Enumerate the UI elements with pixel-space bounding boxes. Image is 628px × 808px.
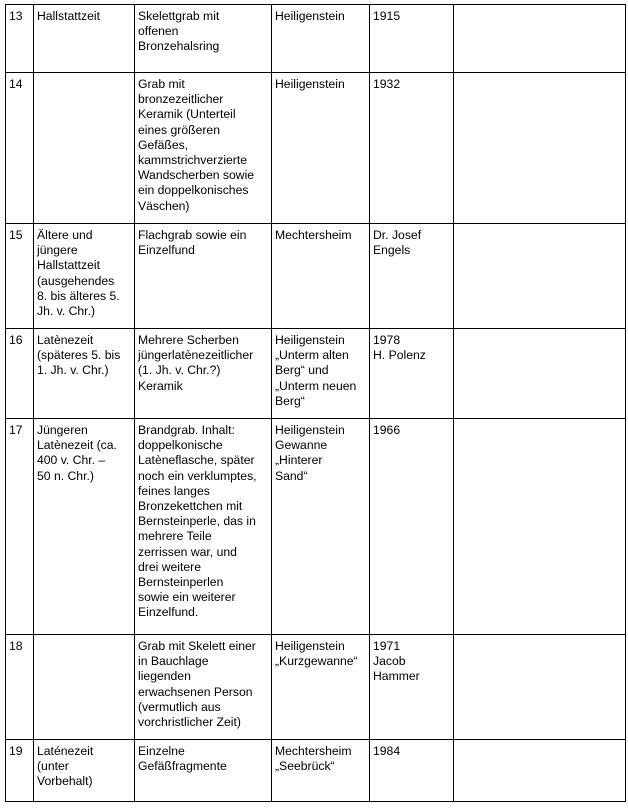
period-cell: Jüngeren Latènezeit (ca. 400 v. Chr. – 50 n. Chr.) <box>34 419 135 635</box>
year-cell: 1932 <box>370 73 454 224</box>
site-cell: Mechtersheim „Seebrück“ <box>272 740 370 802</box>
row-number-cell: 17 <box>6 419 34 635</box>
site-cell: Heiligenstein „Kurzgewanne“ <box>272 635 370 740</box>
site-cell: Mechtersheim <box>272 224 370 329</box>
period-cell <box>34 73 135 224</box>
row-number-cell: 19 <box>6 740 34 802</box>
table-row <box>6 5 626 73</box>
note-cell <box>454 740 626 802</box>
period-cell: Laténezeit (unter Vorbehalt) <box>34 740 135 802</box>
period-cell <box>34 635 135 740</box>
finding-cell: Flachgrab sowie ein Einzelfund <box>135 224 272 329</box>
year-cell: 1971 Jacob Hammer <box>370 635 454 740</box>
note-cell <box>454 5 626 73</box>
period-cell: Latènezeit (späteres 5. bis 1. Jh. v. Chr.) <box>34 329 135 419</box>
table-row <box>6 740 626 802</box>
finding-cell: Mehrere Scherben jüngerlatènezeitlicher (1. Jh. v. Chr.?) Keramik <box>135 329 272 419</box>
table-row <box>6 329 626 419</box>
note-cell <box>454 329 626 419</box>
finding-cell: Brandgrab. Inhalt: doppelkonische Latèneflasche, später noch ein verklumptes, feines langes Bronzekettchen mit Bernsteinperle, das in mehrere Teile zerrissen war, und drei weitere Bernsteinperlen sowie ein weiterer Einzelfund. <box>135 419 272 635</box>
note-cell <box>454 419 626 635</box>
note-cell <box>454 73 626 224</box>
row-number-cell: 16 <box>6 329 34 419</box>
finding-cell: Einzelne Gefäßfragmente <box>135 740 272 802</box>
note-cell <box>454 635 626 740</box>
table-row <box>6 224 626 329</box>
row-number-cell: 14 <box>6 73 34 224</box>
site-cell: Heiligenstein <box>272 73 370 224</box>
finding-cell: Grab mit bronzezeitlicher Keramik (Unterteil eines größeren Gefäßes, kammstrichverzierte Wandscherben sowie ein doppelkonisches Väschen) <box>135 73 272 224</box>
row-number-cell: 18 <box>6 635 34 740</box>
site-cell: Heiligenstein <box>272 5 370 73</box>
year-cell: 1978 H. Polenz <box>370 329 454 419</box>
year-cell: 1915 <box>370 5 454 73</box>
table-row <box>6 419 626 635</box>
site-cell: Heiligenstein Gewanne „Hinterer Sand“ <box>272 419 370 635</box>
year-cell: 1984 <box>370 740 454 802</box>
finding-cell: Grab mit Skelett einer in Bauchlage liegenden erwachsenen Person (vermutlich aus vorchristlicher Zeit) <box>135 635 272 740</box>
findings-table <box>5 4 626 802</box>
period-cell: Ältere und jüngere Hallstattzeit (ausgehendes 8. bis älteres 5. Jh. v. Chr.) <box>34 224 135 329</box>
row-number-cell: 13 <box>6 5 34 73</box>
year-cell: 1966 <box>370 419 454 635</box>
note-cell <box>454 224 626 329</box>
table-row <box>6 73 626 224</box>
row-number-cell: 15 <box>6 224 34 329</box>
finding-cell: Skelettgrab mit offenen Bronzehalsring <box>135 5 272 73</box>
table-row <box>6 635 626 740</box>
period-cell: Hallstattzeit <box>34 5 135 73</box>
year-cell: Dr. Josef Engels <box>370 224 454 329</box>
site-cell: Heiligenstein „Unterm alten Berg“ und „Unterm neuen Berg“ <box>272 329 370 419</box>
